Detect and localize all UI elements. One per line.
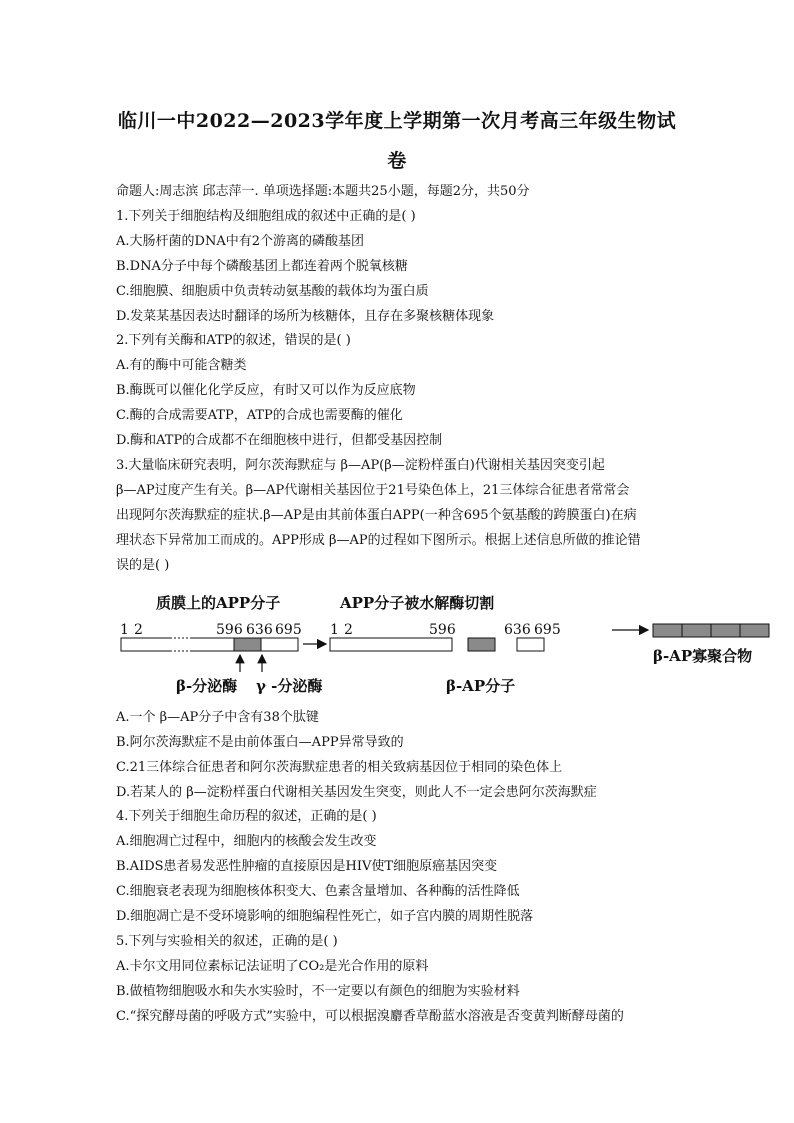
label-app-molecule: 质膜上的APP分子	[156, 594, 281, 612]
q3-stem-line4: 理状态下异常加工而成的。APP形成 β—AP的过程如下图所示。根据上述信息所做的推论错	[116, 533, 641, 548]
q3-option-b: B.阿尔茨海默症不是由前体蛋白—APP异常导致的	[116, 735, 404, 750]
beta-ap-oligomer	[653, 624, 769, 637]
label-oligomer: β-AP寡聚合物	[653, 647, 753, 665]
label-gamma-secretase: γ -分泌酶	[256, 677, 323, 695]
label-app-cleaved: APP分子被水解酶切割	[340, 594, 495, 612]
exam-header: 命题人:周志滨 邱志萍一. 单项选择题:本题共25小题，每题2分，共50分	[116, 184, 530, 199]
pos-1-right: 1	[330, 622, 339, 638]
q5-option-c: C.“探究酵母菌的呼吸方式”实验中，可以根据溴麝香草酚蓝水溶液是否变黄判断酵母菌的	[116, 1009, 624, 1024]
label-beta-secretase: β-分泌酶	[176, 677, 238, 695]
pos-695-left: 695	[275, 622, 302, 638]
q3-option-d: D.若某人的 β—淀粉样蛋白代谢相关基因发生突变，则此人不一定会患阿尔茨海默症	[116, 785, 597, 800]
q2-stem: 2.下列有关酶和ATP的叙述，错误的是( )	[116, 333, 351, 348]
pos-1-left: 1	[120, 622, 129, 638]
pos-636-right: 636	[504, 622, 531, 638]
q5-option-b: B.做植物细胞吸水和失水实验时，不一定要以有颜色的细胞为实验材料	[116, 984, 520, 999]
beta-ap-segment	[234, 638, 261, 651]
pos-2-left: 2	[134, 622, 143, 638]
q4-stem: 4.下列关于细胞生命历程的叙述，正确的是( )	[116, 809, 377, 824]
q4-option-c: C.细胞衰老表现为细胞核体积变大、色素含量增加、各种酶的活性降低	[116, 884, 520, 899]
q4-option-d: D.细胞凋亡是不受环境影响的细胞编程性死亡，如子宫内膜的周期性脱落	[116, 909, 534, 924]
q1-option-a: A.大肠杆菌的DNA中有2个游离的磷酸基团	[116, 234, 364, 249]
pos-596-left: 596	[216, 622, 243, 638]
q2-option-b: B.酶既可以催化化学反应，有时又可以作为反应底物	[116, 383, 416, 398]
q2-option-d: D.酶和ATP的合成都不在细胞核中进行，但都受基因控制	[116, 433, 443, 448]
q1-option-b: B.DNA分子中每个磷酸基团上都连着两个脱氧核糖	[116, 259, 408, 274]
q1-option-d: D.发菜某基因表达时翻译的场所为核糖体，且存在多聚核糖体现象	[116, 309, 495, 324]
app-full-bar	[121, 638, 298, 651]
q3-stem-line5: 误的是( )	[116, 558, 170, 573]
q3-stem-line1: 3.大量临床研究表明，阿尔茨海默症与 β—AP(β—淀粉样蛋白)代谢相关基因突变引起	[116, 458, 605, 473]
q3-option-c: C.21三体综合征患者和阿尔茨海默症患者的相关致病基因位于相同的染色体上	[116, 760, 563, 775]
beta-ap-fragment	[468, 638, 495, 651]
exam-title-line2: 卷	[387, 150, 407, 172]
q1-stem: 1.下列关于细胞结构及细胞组成的叙述中正确的是( )	[116, 209, 416, 224]
q2-option-c: C.酶的合成需要ATP，ATP的合成也需要酶的催化	[116, 408, 403, 423]
pos-636-left: 636	[246, 622, 273, 638]
q2-option-a: A.有的酶中可能含糖类	[116, 358, 247, 373]
pos-596-right: 596	[429, 622, 456, 638]
q4-option-b: B.AIDS患者易发恶性肿瘤的直接原因是HIV使T细胞原癌基因突变	[116, 859, 498, 874]
q3-stem-line3: 出现阿尔茨海默症的症状.β—AP是由其前体蛋白APP(一种含695个氨基酸的跨膜蛋白)在病	[116, 508, 637, 523]
q5-stem: 5.下列与实验相关的叙述，正确的是( )	[116, 934, 338, 949]
q1-option-c: C.细胞膜、细胞质中负责转动氨基酸的载体均为蛋白质	[116, 284, 429, 299]
q5-option-a: A.卡尔文用同位素标记法证明了CO₂是光合作用的原料	[116, 959, 429, 974]
q3-stem-line2: β—AP过度产生有关。β—AP代谢相关基因位于21号染色体上，21三体综合征患者常常会	[116, 483, 630, 498]
pos-2-right: 2	[344, 622, 353, 638]
app-cleavage-diagram	[112, 588, 782, 703]
pos-695-right: 695	[534, 622, 561, 638]
label-beta-ap-molecule: β-AP分子	[446, 677, 516, 695]
q3-option-a: A.一个 β—AP分子中含有38个肽键	[116, 710, 319, 725]
n-terminal-fragment	[330, 638, 452, 651]
exam-title-line1: 临川一中2022—2023学年度上学期第一次月考高三年级生物试	[117, 110, 677, 132]
q4-option-a: A.细胞凋亡过程中，细胞内的核酸会发生改变	[116, 834, 377, 849]
c-terminal-fragment	[517, 638, 544, 651]
